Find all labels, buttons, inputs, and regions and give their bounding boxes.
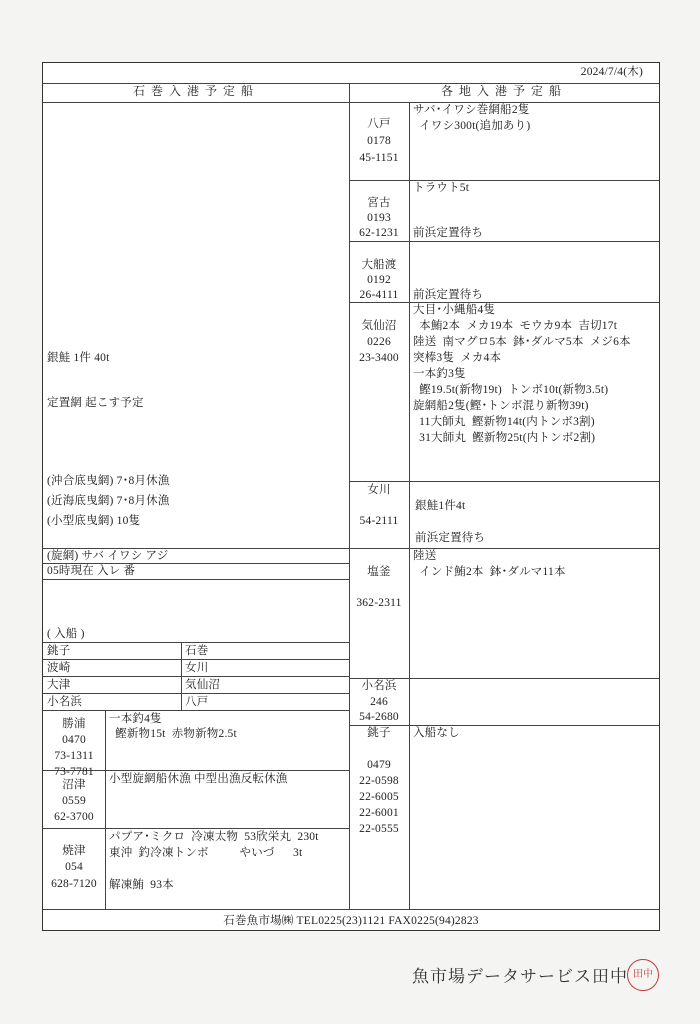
port-area-code: 0192 — [367, 274, 391, 286]
port-report-line: 鰹新物15t 赤物新物2.5t — [109, 728, 237, 740]
port-area-code: 054 — [65, 861, 83, 873]
port-area-code: 246 — [370, 696, 388, 708]
port-area-code: 0178 — [367, 135, 391, 147]
report-sheet — [42, 62, 660, 931]
port-phone: 62-1231 — [359, 227, 399, 239]
port-phone: 73-7781 — [54, 766, 94, 778]
divider — [43, 693, 349, 694]
arrival-port: 大津 — [47, 679, 71, 691]
divider — [349, 180, 659, 181]
port-report-line: 前浜定置待ち — [413, 289, 484, 301]
port-report-line: 一本釣4隻 — [109, 713, 162, 725]
port-name: 勝浦 — [62, 718, 86, 730]
trawl-line: (沖合底曳網) 7･8月休漁 — [47, 475, 170, 487]
port-report-line: パプア･ミクロ 冷凍太物 53欣栄丸 230t — [109, 831, 319, 843]
port-name: 小名浜 — [361, 680, 397, 692]
arrival-port: 八戸 — [185, 696, 209, 708]
port-area-code: 0479 — [367, 759, 391, 771]
port-report-line: 突棒3隻 メカ4本 — [413, 352, 502, 364]
port-area-code: 0559 — [62, 795, 86, 807]
port-report-line: 大目･小縄船4隻 — [413, 304, 496, 316]
arrivals-label: ( 入船 ) — [47, 628, 85, 640]
port-report-line: 銀鮭1件4t — [415, 500, 466, 512]
port-report-line: 解凍鮪 93本 — [109, 879, 174, 891]
divider — [105, 710, 106, 909]
trawl-line: (小型底曳網) 10隻 — [47, 515, 141, 527]
port-phone: 22-0598 — [359, 775, 399, 787]
port-report-line: 陸送 — [413, 550, 437, 562]
port-report-line: イワシ300t(追加あり) — [413, 120, 531, 132]
left-header: 石巻入港予定船 — [132, 84, 259, 98]
port-report-line: 本鮪2本 メカ19本 モウカ9本 吉切17t — [413, 320, 618, 332]
right-header: 各地入港予定船 — [440, 84, 567, 98]
port-phone: 54-2680 — [359, 711, 399, 723]
footer-divider — [43, 909, 659, 910]
port-phone: 362-2311 — [356, 597, 402, 609]
port-phone: 22-6001 — [359, 807, 399, 819]
port-name: 銚子 — [367, 727, 391, 739]
arrival-port: 小名浜 — [47, 696, 83, 708]
port-name: 宮古 — [367, 197, 391, 209]
port-name: 気仙沼 — [361, 320, 397, 332]
port-name: 焼津 — [62, 845, 86, 857]
divider — [43, 659, 349, 660]
port-name: 大船渡 — [361, 259, 397, 271]
time-line: 05時現在 入レ 番 — [47, 565, 136, 577]
port-report-line: 小型旋網船休漁 中型出漁反転休漁 — [109, 773, 288, 785]
arrival-port: 波崎 — [47, 662, 71, 674]
port-report-line: 東沖 釣冷凍トンボ やいづ 3t — [109, 847, 303, 859]
port-phone: 73-1311 — [54, 750, 94, 762]
ishinomaki-line: 銀鮭 1件 40t — [47, 352, 110, 364]
divider — [43, 642, 349, 643]
port-area-code: 0226 — [367, 336, 391, 348]
port-report-line: インド鮪2本 鉢･ダルマ11本 — [413, 566, 566, 578]
divider — [43, 102, 659, 103]
port-phone: 22-0555 — [359, 823, 399, 835]
port-report-line: 鰹19.5t(新物19t) トンボ10t(新物3.5t) — [413, 384, 609, 396]
port-phone: 22-6005 — [359, 791, 399, 803]
port-phone: 628-7120 — [51, 878, 97, 890]
arrival-port: 銚子 — [47, 645, 71, 657]
port-phone: 26-4111 — [359, 289, 399, 301]
divider — [43, 676, 349, 677]
ishinomaki-line: 定置網 起こす予定 — [47, 397, 144, 409]
purse-seine-line: (旋網) サバ イワシ アジ — [47, 550, 169, 562]
arrival-port: 女川 — [185, 662, 209, 674]
divider — [181, 642, 182, 710]
port-name: 塩釜 — [367, 566, 391, 578]
divider — [43, 828, 349, 829]
report-date: 2024/7/4(木) — [580, 66, 643, 78]
divider — [43, 710, 349, 711]
port-report-line: 陸送 南マグロ5本 鉢･ダルマ5本 メジ6本 — [413, 336, 631, 348]
port-name: 女川 — [367, 484, 391, 496]
divider — [349, 241, 659, 242]
port-report-line: 入船なし — [413, 727, 460, 739]
divider — [349, 481, 659, 482]
arrival-port: 気仙沼 — [185, 679, 221, 691]
port-report-line: トラウト5t — [413, 182, 470, 194]
arrival-port: 石巻 — [185, 645, 209, 657]
divider — [43, 579, 349, 580]
port-phone: 23-3400 — [359, 352, 399, 364]
port-phone: 45-1151 — [359, 152, 399, 164]
trawl-line: (近海底曳網) 7･8月休漁 — [47, 495, 170, 507]
port-report-line: 11大師丸 鰹新物14t(内トンボ3割) — [413, 416, 595, 428]
signature: 魚市場データサービス田中 — [412, 967, 628, 987]
seal-stamp: 田中 — [627, 959, 659, 991]
footer-contact: 石巻魚市場㈱ TEL0225(23)1121 FAX0225(94)2823 — [223, 915, 479, 927]
port-area-code: 0470 — [62, 734, 86, 746]
divider — [409, 102, 410, 909]
port-report-line: 前浜定置待ち — [413, 227, 484, 239]
port-report-line: 一本釣3隻 — [413, 368, 466, 380]
port-name: 沼津 — [62, 779, 86, 791]
port-phone: 54-2111 — [359, 515, 399, 527]
port-report-line: サバ･イワシ巻網船2隻 — [413, 104, 530, 116]
port-phone: 62-3700 — [54, 811, 94, 823]
port-report-line: 31大師丸 鰹新物25t(内トンボ2割) — [413, 432, 596, 444]
divider — [349, 548, 659, 549]
port-report-line: 旋網船2隻(鰹･トンボ混り新物39t) — [413, 400, 589, 412]
port-area-code: 0193 — [367, 212, 391, 224]
port-name: 八戸 — [367, 118, 391, 130]
port-report-line: 前浜定置待ち — [415, 532, 486, 544]
